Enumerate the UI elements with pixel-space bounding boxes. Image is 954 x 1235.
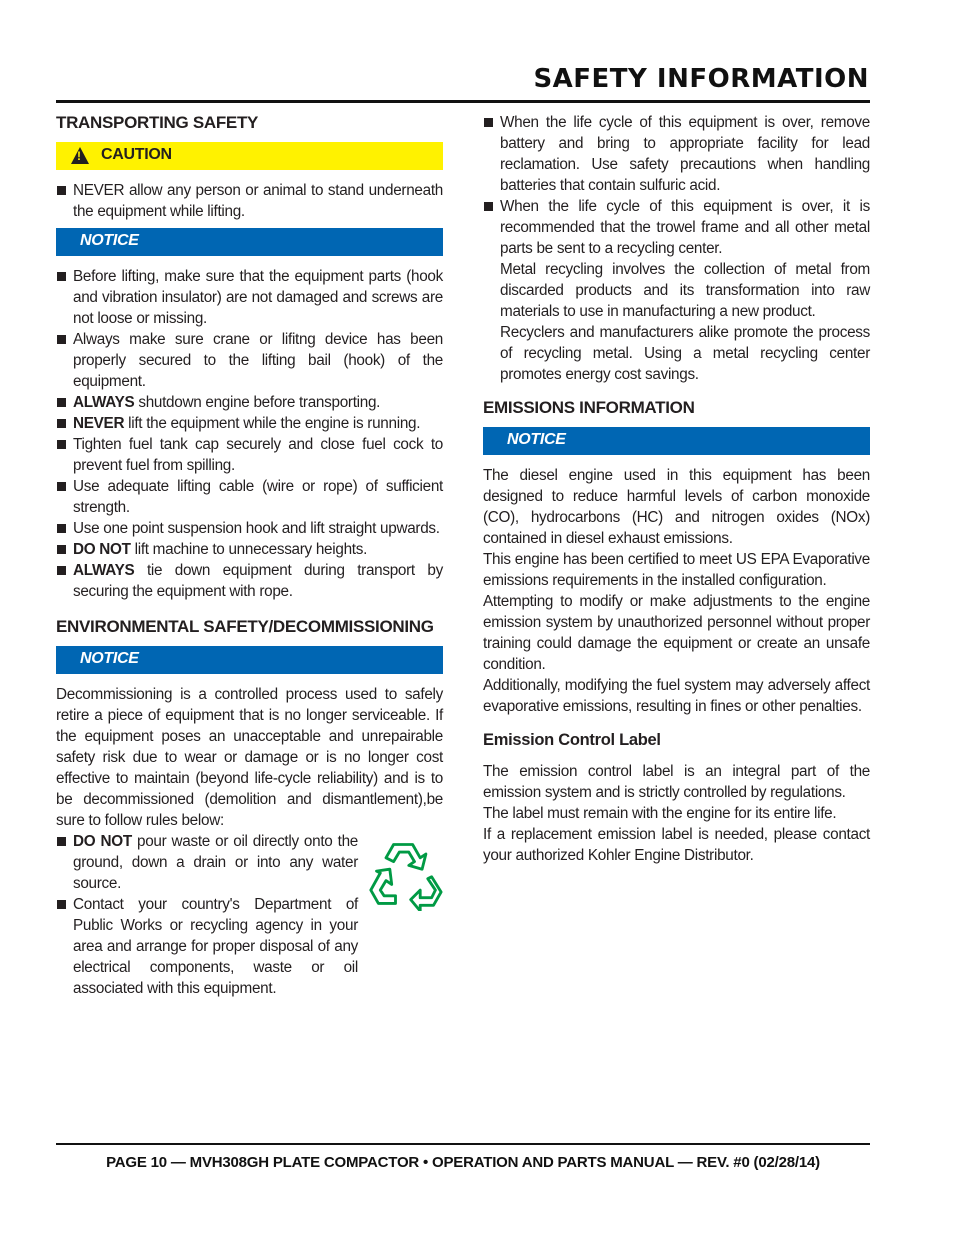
bullet-square-icon (57, 545, 66, 554)
bullet-item (483, 112, 870, 196)
emissions-para-4: Additionally, modifying the fuel system may adversely affect evaporative emissions, resulting in fines or other penalties. (483, 677, 870, 715)
notice-banner-emissions (483, 427, 870, 455)
bullet-item (56, 413, 443, 434)
recycle-icon (367, 835, 443, 911)
bullet-text: Before lifting, make sure that the equipment parts (hook and vibration insulator) are not damaged and screws are not loose or missing. (73, 268, 443, 327)
bullet-item (56, 894, 358, 999)
bullet-item (56, 560, 443, 602)
footer-rule (56, 1143, 870, 1145)
bullet-text: tie down equipment during transport by securing the equipment with rope. (73, 562, 443, 600)
emission-label-heading: Emission Control Label (483, 731, 661, 749)
bullet-text: lift machine to unnecessary heights. (130, 541, 368, 558)
bullet-text: Use adequate lifting cable (wire or rope) of sufficient strength. (73, 478, 443, 516)
emission-label-para-1: The emission control label is an integral part of the emission system and is strictly controlled by regulations. (483, 763, 870, 801)
bullet-text: Always make sure crane or lifitng device has been properly secured to the lifting bail (hook) of the equipment. (73, 331, 443, 390)
bullet-text: Use one point suspension hook and lift straight upwards. (73, 520, 440, 537)
bullet-item (56, 434, 443, 476)
page-title: SAFETY INFORMATION (533, 64, 869, 94)
bullet-item (56, 476, 443, 518)
bullet-item (56, 180, 443, 222)
emissions-para-1: The diesel engine used in this equipment has been designed to reduce harmful levels of carbon monoxide (CO), hydrocarbons (HC) and nitrogen oxides (NOx) contained in diesel exhaust emissions. (483, 467, 870, 547)
bullet-text: NEVER allow any person or animal to stand underneath the equipment while lifting. (73, 182, 443, 220)
bullet-square-icon (484, 118, 493, 127)
emissions-heading: EMISSIONS INFORMATION (483, 398, 695, 417)
bullet-square-icon (484, 202, 493, 211)
bullet-square-icon (57, 440, 66, 449)
transport-notice-bullet-list (56, 266, 443, 602)
notice-label: NOTICE (80, 232, 139, 249)
bullet-square-icon (57, 398, 66, 407)
bullet-text: lift the equipment while the engine is running. (124, 415, 421, 432)
bullet-item (483, 196, 870, 259)
bullet-emphasis: ALWAYS (73, 394, 135, 411)
bullet-item (56, 266, 443, 329)
bullet-emphasis: DO NOT (73, 541, 131, 558)
emissions-para-3: Attempting to modify or make adjustments to the engine emission system by unauthorized personnel without proper training could damage the equipment or create an unsafe condition. (483, 593, 870, 673)
bullet-text: When the life cycle of this equipment is over, it is recommended that the trowel frame and all other metal parts be sent to a recycling center. (500, 198, 870, 257)
bullet-item (56, 518, 443, 539)
bullet-item (56, 392, 443, 413)
bullet-item (56, 329, 443, 392)
caution-bullet-list (56, 180, 443, 222)
environmental-heading: ENVIRONMENTAL SAFETY/DECOMMISSIONING (56, 617, 434, 636)
emission-label-para-3: If a replacement emission label is needed, please contact your authorized Kohler Engine Distributor. (483, 826, 870, 864)
bullet-text: When the life cycle of this equipment is over, remove battery and bring to appropriate facility for lead reclamation. Use safety precautions when handling batteries that contain sulfuric acid. (500, 114, 870, 194)
bullet-square-icon (57, 482, 66, 491)
bullet-square-icon (57, 524, 66, 533)
page-footer: PAGE 10 — MVH308GH PLATE COMPACTOR • OPERATION AND PARTS MANUAL — REV. #0 (02/28/14) (106, 1154, 820, 1171)
bullet-square-icon (57, 419, 66, 428)
right-column (483, 112, 870, 866)
bullet-text: Tighten fuel tank cap securely and close fuel cock to prevent fuel from spilling. (73, 436, 443, 474)
emission-label-para-2: The label must remain with the engine for its entire life. (483, 805, 837, 822)
bullet-square-icon (57, 272, 66, 281)
caution-banner (56, 142, 443, 170)
bullet-text: Contact your country's Department of Public Works or recycling agency in your area and arrange for proper disposal of any electrical components, waste or oil associated with this equipment. (73, 896, 358, 997)
bullet-text: pour waste or oil directly onto the ground, down a drain or into any water source. (73, 833, 358, 892)
bullet-square-icon (57, 566, 66, 575)
header-rule (56, 100, 870, 103)
notice-label: NOTICE (507, 431, 566, 448)
notice-banner-environmental (56, 646, 443, 674)
recyclers-para: Recyclers and manufacturers alike promote the process of recycling metal. Using a metal recycling center promotes energy cost savings. (500, 324, 870, 383)
emissions-para-2: This engine has been certified to meet US EPA Evaporative emissions requirements in the installed configuration. (483, 551, 870, 589)
bullet-emphasis: ALWAYS (73, 562, 135, 579)
decommissioning-intro: Decommissioning is a controlled process used to safely retire a piece of equipment that is no longer serviceable. If the equipment poses an unacceptable and unrepairable safety risk due to wear or damage or is no longer cost effective to maintain (beyond life-cycle reliability) and is to be decommissioned (demolition and dismantlement),be sure to follow rules below: (56, 686, 443, 829)
bullet-item (56, 831, 358, 894)
bullet-emphasis: DO NOT (73, 833, 132, 850)
warning-triangle-icon (71, 147, 89, 164)
notice-banner-transporting (56, 228, 443, 256)
environmental-bullets (56, 831, 443, 999)
bullet-emphasis: NEVER (73, 415, 125, 432)
bullet-text: shutdown engine before transporting. (134, 394, 381, 411)
recycling-bullet-list (483, 112, 870, 259)
bullet-item (56, 539, 443, 560)
transporting-heading: TRANSPORTING SAFETY (56, 113, 259, 132)
bullet-square-icon (57, 186, 66, 195)
left-column (56, 112, 443, 999)
bullet-square-icon (57, 837, 66, 846)
bullet-square-icon (57, 335, 66, 344)
notice-label: NOTICE (80, 650, 139, 667)
caution-label: CAUTION (101, 146, 172, 163)
metal-recycling-para: Metal recycling involves the collection of metal from discarded products and its transformation into raw materials to use in manufacturing a new product. (500, 261, 870, 320)
bullet-square-icon (57, 900, 66, 909)
